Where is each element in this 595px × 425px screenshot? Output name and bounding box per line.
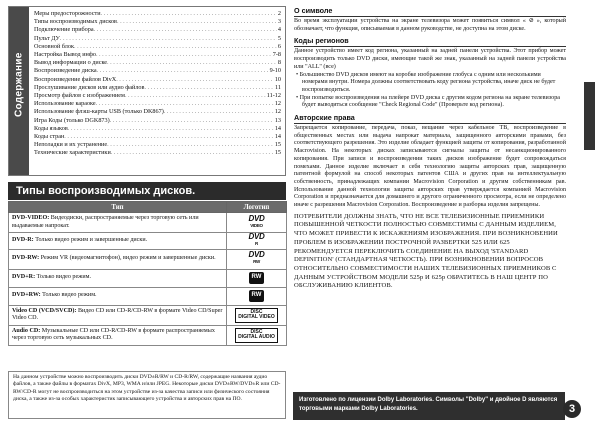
disc-type-detail: Режим VR (видеомагнитофон), видео режим и завершенные диски. (39, 255, 216, 262)
toc-entry (34, 43, 281, 51)
disc-type-detail: Видео CD или CD-R/CD-RW в формате Video CD/Super Video CD. (12, 307, 223, 322)
dolby-license-box: Изготовлено по лицензии Dolby Laboratories. Символы "Dolby" и двойное D являются торговыми марками Dolby Laboratories. (293, 392, 565, 420)
disc-compatibility-note: На данном устройстве можно воспроизводить диски DVD±R/RW и CD-R/RW, содержащие названия аудио файлов, а также файлы в форматах DivX, MP3, WMA и/или JPEG. Некоторые диски DVD±RW/DVD±R или CD-RW/CD-R могут не воспроизводиться на этом устройстве из-за качества записи или физического состояния диска, а также из-за особых характеристик записывающего устройства и авторских прав на ПО. (8, 371, 286, 419)
toc-leader-dots (101, 10, 277, 18)
toc-entry-title: Воспроизведение файлов DivX (34, 75, 117, 83)
disc-type-row (9, 325, 287, 345)
logo-sub-text: RW (253, 259, 260, 265)
disc-type-detail: Только видео режим и завершенные диски. (33, 237, 148, 243)
table-of-contents (8, 6, 286, 176)
toc-entry (34, 35, 281, 43)
toc-entry-title: Коды языков (34, 124, 68, 132)
toc-entry (34, 92, 281, 100)
toc-leader-dots (96, 51, 272, 59)
disc-type-description (9, 325, 227, 345)
toc-entry (34, 26, 281, 34)
discs-section-title: Типы воспроизводимых дисков. (8, 182, 286, 200)
disc-logo-cell (227, 269, 287, 287)
disc-type-row (9, 249, 287, 269)
logo-main-text: DISC (250, 308, 263, 315)
disc-type-row (9, 233, 287, 250)
toc-entry-page: 13 (274, 116, 281, 124)
toc-leader-dots (96, 100, 274, 108)
toc-entry (34, 149, 281, 157)
toc-entry-page: 4 (277, 26, 281, 34)
toc-entry-title: Прослушивание дисков или аудио файлов (34, 83, 145, 91)
disc-type-name: DVD+RW: (12, 292, 41, 299)
toc-entry-page: 14 (274, 124, 281, 132)
disc-type-name: DVD-VIDEO: (12, 214, 50, 221)
copyright-heading: Авторские права (294, 113, 566, 124)
copyright-text: Запрещается копирование, передача, показ, вещание через кабельное ТВ, воспроизведение в общественных местах или выдача напрокат материала, защищенного авторскими правами, без соответствующего разрешения. Это изделие обладает функцией защиты от копирования, разработанной Macrovision. На некоторых дисках записываются сигналы защиты от несанкционированного копирования. При записи и воспроизведении таких дисков изображение будет сопровождаться помехами. Данное изделие включает в себя технологию защиты авторских прав, защищенную патентной формулой на способ некоторых патентов США и других прав на интеллектуальную собственность, принадлежащих компании Macrovision Corporation и другим собственникам рав. Использование данной технологии защиты авторских прав утверждается компанией Macrovision Corporation и предназначается для домашнего и другого ограниченного просмотра, если не определено иначе с разрешения Macrovision Corporation. Воспроизведение и разборка изделия запрещены. (294, 125, 566, 209)
toc-entry-page: 5 (277, 34, 281, 42)
disc-type-name: DVD-R: (12, 237, 34, 243)
toc-leader-dots (107, 59, 277, 67)
disc-type-description (9, 213, 227, 233)
disc-logo-cell (227, 287, 287, 305)
toc-leader-dots (94, 26, 277, 34)
disc-logo-cell (227, 249, 287, 269)
disc-type-row (9, 269, 287, 287)
disc-type-description (9, 233, 227, 250)
toc-leader-dots (60, 35, 277, 43)
disc-type-description (9, 249, 227, 269)
toc-entry-title: Вывод информации о диске (34, 59, 108, 67)
toc-entry-page: 11-12 (266, 92, 281, 100)
toc-list (34, 10, 281, 158)
toc-entry-page: 7-8 (272, 51, 281, 59)
toc-entry-title: Игра Коды (только DGK873) (34, 116, 110, 124)
disc-type-row (9, 287, 287, 305)
toc-entry (34, 18, 281, 26)
dvd-logo-icon (249, 215, 265, 228)
toc-entry (34, 133, 281, 141)
dvd-logo-icon (249, 233, 265, 246)
disc-type-name: DVD+R: (12, 274, 36, 281)
logo-main-text: DVD (248, 232, 265, 241)
toc-entry-page: 15 (274, 141, 281, 149)
symbol-heading: О символе (294, 6, 566, 17)
dvd-logo-icon (249, 251, 265, 264)
toc-entry-title: Меры предосторожности (34, 10, 101, 17)
logo-main-text: DVD (248, 250, 265, 260)
toc-entry-page: 11 (275, 83, 281, 91)
toc-entry-page: 14 (274, 133, 281, 141)
toc-entry-page: 15 (274, 149, 281, 157)
page-edge-tab (584, 82, 595, 150)
toc-entry-page: 3 (277, 18, 281, 26)
column-header-type: Тип (9, 202, 227, 213)
toc-leader-dots (110, 117, 274, 125)
toc-entry (34, 125, 281, 133)
toc-entry (34, 84, 281, 92)
toc-leader-dots (97, 67, 269, 75)
toc-entry-page: 8 (277, 59, 281, 67)
disc-type-row (9, 213, 287, 233)
disc-type-detail: Только видео режим. (35, 274, 92, 281)
toc-entry (34, 51, 281, 59)
disc-logo-cell (227, 233, 287, 250)
disc-type-description (9, 305, 227, 325)
toc-entry-title: Основной блок (34, 42, 74, 50)
toc-entry (34, 76, 281, 84)
toc-entry-title: Пульт ДУ (34, 34, 60, 42)
toc-entry (34, 100, 281, 108)
toc-leader-dots (117, 18, 277, 26)
toc-entry-title: Подключение прибора (34, 26, 94, 34)
disc-type-row (9, 305, 287, 325)
logo-main-text: DVD (248, 213, 265, 223)
toc-entry-title: Настройка Вывод инфо (34, 51, 96, 59)
toc-leader-dots (164, 108, 274, 116)
disc-logo-cell (227, 305, 287, 325)
page-number: 3 (563, 400, 581, 418)
toc-leader-dots (111, 149, 274, 157)
toc-entry-page: 12 (274, 108, 281, 116)
region-codes-text: Данное устройство имеет код региона, указанный на задней панели устройства. Этот прибор может воспроизводить только DVD диски, имеющие такой же знак, указанный на задней панели устройства или "ALL" (все) (294, 48, 566, 70)
region-bullet: • При попытке воспроизведения на плейере DVD диска с другим кодом региона на экране телевизора будет выводиться сообщение "Check Regional Code" (Проверьте код региона). (296, 94, 560, 109)
toc-entry-page: 9-10 (269, 67, 281, 75)
toc-entry-title: Использование флэш-карты USB (только DK867) (34, 108, 164, 116)
toc-entry-title: Использование караоке (34, 100, 96, 108)
toc-leader-dots (74, 43, 277, 51)
toc-entry (34, 117, 281, 125)
logo-sub-text: DIGITAL AUDIO (238, 334, 275, 341)
toc-entry (34, 10, 281, 18)
region-bullet: • Большинство DVD дисков имеют на коробке изображение глобуса с одним или несколькими номерами внутри. Номера должны соответствовать коду региона устройства, иначе диск не будет воспроизводиться. (296, 71, 556, 93)
symbol-text: Во время эксплуатации устройства на экране телевизора может появиться символ « ⊘ », который обозначает, что функция, описываемая в данном руководстве, не доступна на этом диске. (294, 18, 566, 32)
toc-leader-dots (107, 141, 274, 149)
contents-tab (9, 7, 29, 175)
logo-sub-text: DIGITAL VIDEO (238, 314, 275, 321)
toc-leader-dots (68, 125, 274, 133)
disc-types-table (8, 201, 287, 346)
contents-tab-label: Содержание (13, 52, 25, 118)
disc-type-description (9, 287, 227, 305)
rw-logo-icon: RW (249, 290, 265, 302)
toc-entry-title: Неполадки и их устранение (34, 141, 108, 149)
right-column (294, 6, 566, 291)
toc-entry (34, 141, 281, 149)
toc-entry-page: 12 (274, 100, 281, 108)
toc-entry-page: 2 (277, 10, 281, 17)
disc-type-detail: Только видео режим. (40, 292, 97, 299)
disc-type-description (9, 269, 227, 287)
toc-entry (34, 108, 281, 116)
disc-type-detail: Музыкальные CD или CD-R/CD-RW в формате распространяемых через торговую сеть музыкальных CD. (12, 327, 215, 342)
compact-disc-logo-icon (235, 328, 278, 343)
region-codes-heading: Коды регионов (294, 36, 566, 47)
logo-sub-text: VIDEO (250, 222, 263, 228)
toc-entry-page: 10 (274, 75, 281, 83)
toc-entry (34, 67, 281, 75)
toc-entry (34, 59, 281, 67)
toc-entry-title: Технические характеристики (34, 149, 111, 157)
disc-type-name: Video CD (VCD/SVCD): (12, 307, 77, 314)
logo-main-text: DISC (250, 328, 263, 335)
compact-disc-logo-icon (235, 308, 277, 323)
column-header-logo: Логотип (227, 202, 287, 213)
disc-logo-cell (227, 325, 287, 345)
disc-type-name: DVD-RW: (12, 255, 40, 262)
logo-sub-text: R (255, 241, 258, 246)
toc-entry-title: Воспроизведение диска (34, 67, 97, 75)
rw-logo-icon: RW (249, 272, 265, 284)
toc-entry-title: Просмотр файлов с изображением (34, 92, 125, 100)
hdtv-warning-text: ПОТРЕБИТЕЛИ ДОЛЖНЫ ЗНАТЬ, ЧТО НЕ ВСЕ ТЕЛЕВИЗИОННЫЕ ПРИЕМНИКИ ПОВЫШЕННОЙ ЧЕТКОСТИ ПОЛНОСТЬЮ СОВМЕСТИМЫ С ДАННЫМ ИЗДЕЛИЕМ, ЧТО МОЖЕТ ПРИВЕСТИ К ИСКАЖЕНИЯМ ИЗОБРАЖЕНИЯ. ПРИ ВОЗНИКНОВЕНИИ ПРОБЛЕМ В ИЗОБРАЖЕНИИ ПОСТРОЧНОЙ РАЗВЕРТКИ 525 ИЛИ 625 РЕКОМЕНДУЕТСЯ ПЕРЕКЛЮЧИТЬ СОЕДИНЕНИЕ НА ВЫХОД 'STANDARD DEFINITION' (СТАНДАРТНАЯ ЧЕТКОСТЬ). ПРИ ВОЗНИКНОВЕНИИ ВОПРОСОВ ОТНОСИТЕЛЬНО СОВМЕСТИМОСТИ НАШИХ ТЕЛЕВИЗИОННЫХ ПРИЕМНИКОВ С ДАННЫМ УСТРОЙСТВОМ МОДЕЛИ 525p И 625p ОБРАТИТЕСЬ В НАШ ЦЕНТР ПО ОБСЛУЖИВАНИЮ КЛИЕНТОВ. (294, 212, 558, 290)
toc-leader-dots (125, 92, 266, 100)
disc-type-detail: Видеодиски, распространяемые через торговую сеть или выдаваемые напрокат. (12, 214, 199, 229)
disc-logo-cell (227, 213, 287, 233)
toc-entry-page: 6 (277, 42, 281, 50)
toc-leader-dots (116, 76, 274, 84)
disc-type-name: Audio CD: (12, 327, 41, 334)
toc-entry-title: Типы воспроизводимых дисков (34, 18, 117, 26)
toc-entry-title: Коды стран (34, 133, 65, 141)
toc-leader-dots (144, 84, 274, 92)
toc-leader-dots (64, 133, 274, 141)
